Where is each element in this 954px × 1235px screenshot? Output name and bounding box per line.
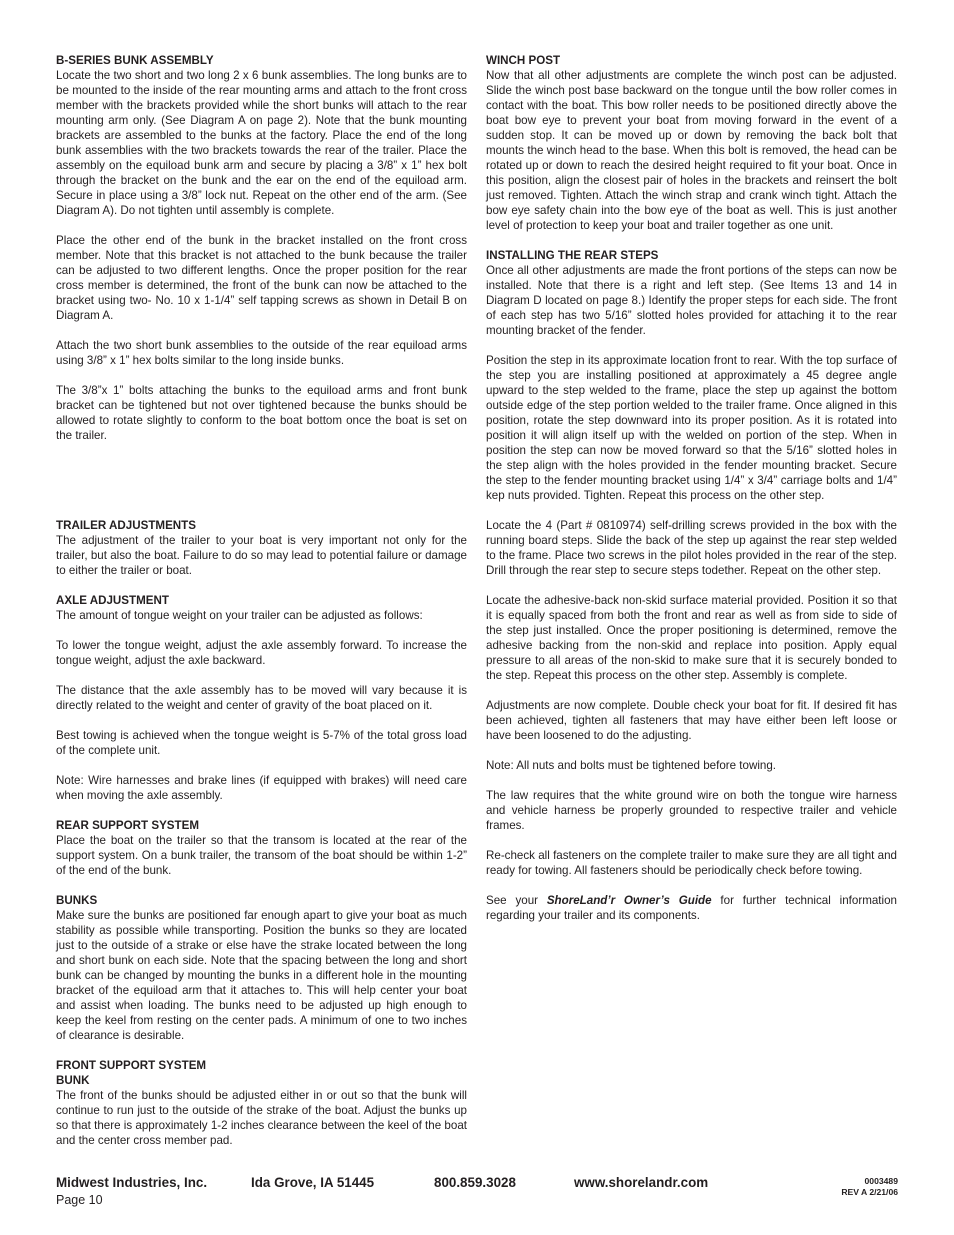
footer-city: Ida Grove, IA 51445 — [251, 1175, 375, 1190]
winch-paragraph: Now that all other adjustments are complete the winch post can be adjusted. Slide the winch post base backward on the tongue until the bow roller comes in contact with the boat. This bow roller needs to be positioned directly above the boat bow eye to prevent your boat from moving forward in the event of a sudden stop. It can be moved up or down by removing the back bolt that mounts the winch head to the base. When this bolt is removed, the head can be rotated up or down to reach the desired height required to fit your boat. Once in this position, align the closest pair of holes in the brackets and reinsert the bolt just removed. Tighten. Attach the winch strap and crank winch tight. Attach the bow eye safety chain into the bow eye of the boat as well. This is just another level of protection to keep your boat and trailer together as one unit. — [486, 69, 897, 232]
footer-phone: 800.859.3028 — [434, 1175, 516, 1190]
steps-paragraph-8: Re-check all fasteners on the complete trailer to make sure they are all tight and ready for towing. All fasteners should be periodically check before towing. — [486, 849, 897, 877]
right-column — [486, 53, 897, 938]
axle-paragraph-5: Note: Wire harnesses and brake lines (if equipped with brakes) will need care when moving the axle assembly. — [56, 774, 467, 802]
section-heading-trailer-adjustments: TRAILER ADJUSTMENTS — [56, 519, 196, 532]
footer-website: www.shorelandr.com — [574, 1175, 709, 1190]
bseries-paragraph-1: Locate the two short and two long 2 x 6 bunk assemblies. The long bunks are to be mounted to the inside of the rear mounting arms and attach to the front cross member with the brackets provided while the short bunks will attach to the rear mounting arm only. (See Diagram A on page 2). Note that the bunk mounting brackets are assembled to the bunks at the factory. Place the end of the long bunk assemblies with the two brackets towards the rear of the trailer. Place the assembly on the equiload bunk arm and secure by placing a 3/8” x 1” hex bolt through the bracket on the bunk and the ear on the end of the equiload arm. Secure in place using a 3/8” lock nut. Repeat on the other end of the arm. (See Diagram A). Do not tighten until assembly is complete. — [56, 69, 467, 217]
section-heading-axle: AXLE ADJUSTMENT — [56, 594, 169, 607]
steps-paragraph-9 — [486, 893, 897, 923]
steps-paragraph-4: Locate the adhesive-back non-skid surface material provided. Position it so that it is equally spaced from both the front and rear as well as from side to side of the step just installed. Once the proper positioning is determined, remove the adhesive backing from the non-skid and replace into position. Apply equal pressure to all areas of the non-skid to make sure that it is securely bonded to the step. Repeat this process on the other step. Assembly is complete. — [486, 594, 897, 682]
bseries-paragraph-3: Attach the two short bunk assemblies to the outside of the rear equiload arms using 3/8” x 1” hex bolts similar to the long inside bunks. — [56, 339, 467, 367]
footer-company: Midwest Industries, Inc. — [56, 1175, 208, 1190]
section-heading-front-support: FRONT SUPPORT SYSTEM — [56, 1059, 207, 1072]
rear-support-paragraph: Place the boat on the trailer so that the transom is located at the rear of the support system. On a bunk trailer, the transom of the boat should be within 1-2” of the end of the bunk. — [56, 834, 467, 877]
steps-paragraph-3: Locate the 4 (Part # 0810974) self-drilling screws provided in the box with the running board steps. Slide the back of the step up against the rear step welded to the frame. Place two screws in the pilot holes provided in the rear of the step. Drill through the rear step to secure steps todether. Repeat on the other step. — [486, 519, 897, 577]
front-support-paragraph: The front of the bunks should be adjusted either in or out so that the bunk will continue to run just to the outside of the strake of the boat. Adjust the bunks up so that there is approximately 1-2 inches clearance between the keel of the boat and the center cross member pad. — [56, 1089, 467, 1147]
owners-guide-title: ShoreLand’r Owner’s Guide — [546, 894, 712, 907]
document-id — [841, 1176, 898, 1198]
left-column — [56, 53, 467, 1163]
axle-paragraph-1: The amount of tongue weight on your trailer can be adjusted as follows: — [56, 609, 423, 622]
bseries-paragraph-4: The 3/8”x 1” bolts attaching the bunks to the equiload arms and front bunk bracket can be tightened but not over tightened because the bunks should be allowed to rotate slightly to conform to the boat bottom once the boat is set on the trailer. — [56, 384, 467, 442]
section-heading-rear-support: REAR SUPPORT SYSTEM — [56, 819, 200, 832]
steps-paragraph-5: Adjustments are now complete. Double check your boat for fit. If desired fit has been achieved, tighten all fasteners that may have either been left loose or have been loosened to do the adjusting. — [486, 699, 897, 742]
doc-revision: REV A 2/21/06 — [841, 1187, 898, 1197]
axle-paragraph-4: Best towing is achieved when the tongue weight is 5-7% of the total gross load of the complete unit. — [56, 729, 467, 757]
doc-number: 0003489 — [864, 1176, 898, 1186]
section-spacer — [56, 458, 467, 518]
steps-paragraph-6: Note: All nuts and bolts must be tightened before towing. — [486, 759, 777, 772]
bunks-paragraph: Make sure the bunks are positioned far enough apart to give your boat as much stability as possible while transporting. Position the bunks so they are located just to the outside of a strake or else have the strake located between the long and short bunk on each side. Note that the spacing between the long and short bunk can be changed by mounting the bunks in a different hole in the mounting bracket of the equiload arm that it attaches to. This will help center your boat and assist when loading. The bunks need to be adjusted up high enough to keep the keel from resting on the center pads. A minimum of one to two inches of clearance is desirable. — [56, 909, 467, 1042]
axle-paragraph-3: The distance that the axle assembly has to be moved will vary because it is directly related to the weight and center of gravity of the boat placed on it. — [56, 684, 467, 712]
steps-paragraph-7: The law requires that the white ground wire on both the tongue wire harness and vehicle harness be properly grounded to respective trailer and vehicle frames. — [486, 789, 897, 832]
steps-paragraph-1: Once all other adjustments are made the front portions of the steps can now be installed. Note that there is a right and left step. (See Items 13 and 14 in Diagram D located on page 8.) Identify the proper steps for each side. The front of each step has two 5/16” slotted holes provided for attaching it to the rear mounting bracket of the fender. — [486, 264, 897, 337]
steps-paragraph-2: Position the step in its approximate location front to rear. With the top surface of the step you are installing positioned at approximately a 45 degree angle upward to the step welded to the frame, place the step up against the bottom outside edge of the step portion welded to the trailer frame. Once aligned in this position, rotate the step downward into its proper position. As it is rotated into position it will align itself up with the welded on portion of the step. When in position the step can now be moved forward so that the 5/16” slotted holes in the step align with the holes provided in the fender mounting bracket. Secure the step to the fender mounting bracket using 1/4” x 3/4” carriage bolts and 1/4” kep nuts provided. Tighten. Repeat this process on the other step. — [486, 354, 897, 502]
bseries-paragraph-2: Place the other end of the bunk in the bracket installed on the front cross member. Note that this bracket is not attached to the bunk because the trailer can be adjusted to two different lengths. Once the proper position for the rear cross member is determined, the front of the bunk can now be attached to the bracket using two- No. 10 x 1-1/4” self tapping screws as shown in Detail B on Diagram A. — [56, 234, 467, 322]
section-heading-bseries: B-SERIES BUNK ASSEMBLY — [56, 54, 214, 67]
owners-guide-pre: See your — [486, 894, 547, 907]
page-number: Page 10 — [56, 1193, 103, 1207]
trailer-adjustments-paragraph: The adjustment of the trailer to your boat is very important not only for the trailer, but also the boat. Failure to do so may lead to potential failure or damage to either the trailer or boat. — [56, 534, 467, 577]
axle-paragraph-2: To lower the tongue weight, adjust the axle assembly forward. To increase the tongue weight, adjust the axle backward. — [56, 639, 467, 667]
subheading-bunk: BUNK — [56, 1074, 90, 1087]
section-heading-bunks: BUNKS — [56, 894, 98, 907]
page-footer — [56, 1174, 898, 1214]
section-heading-rear-steps: INSTALLING THE REAR STEPS — [486, 249, 659, 262]
section-heading-winch-post: WINCH POST — [486, 54, 561, 67]
owners-guide-post: for further technical information regarding your trailer and its components. — [486, 894, 898, 922]
